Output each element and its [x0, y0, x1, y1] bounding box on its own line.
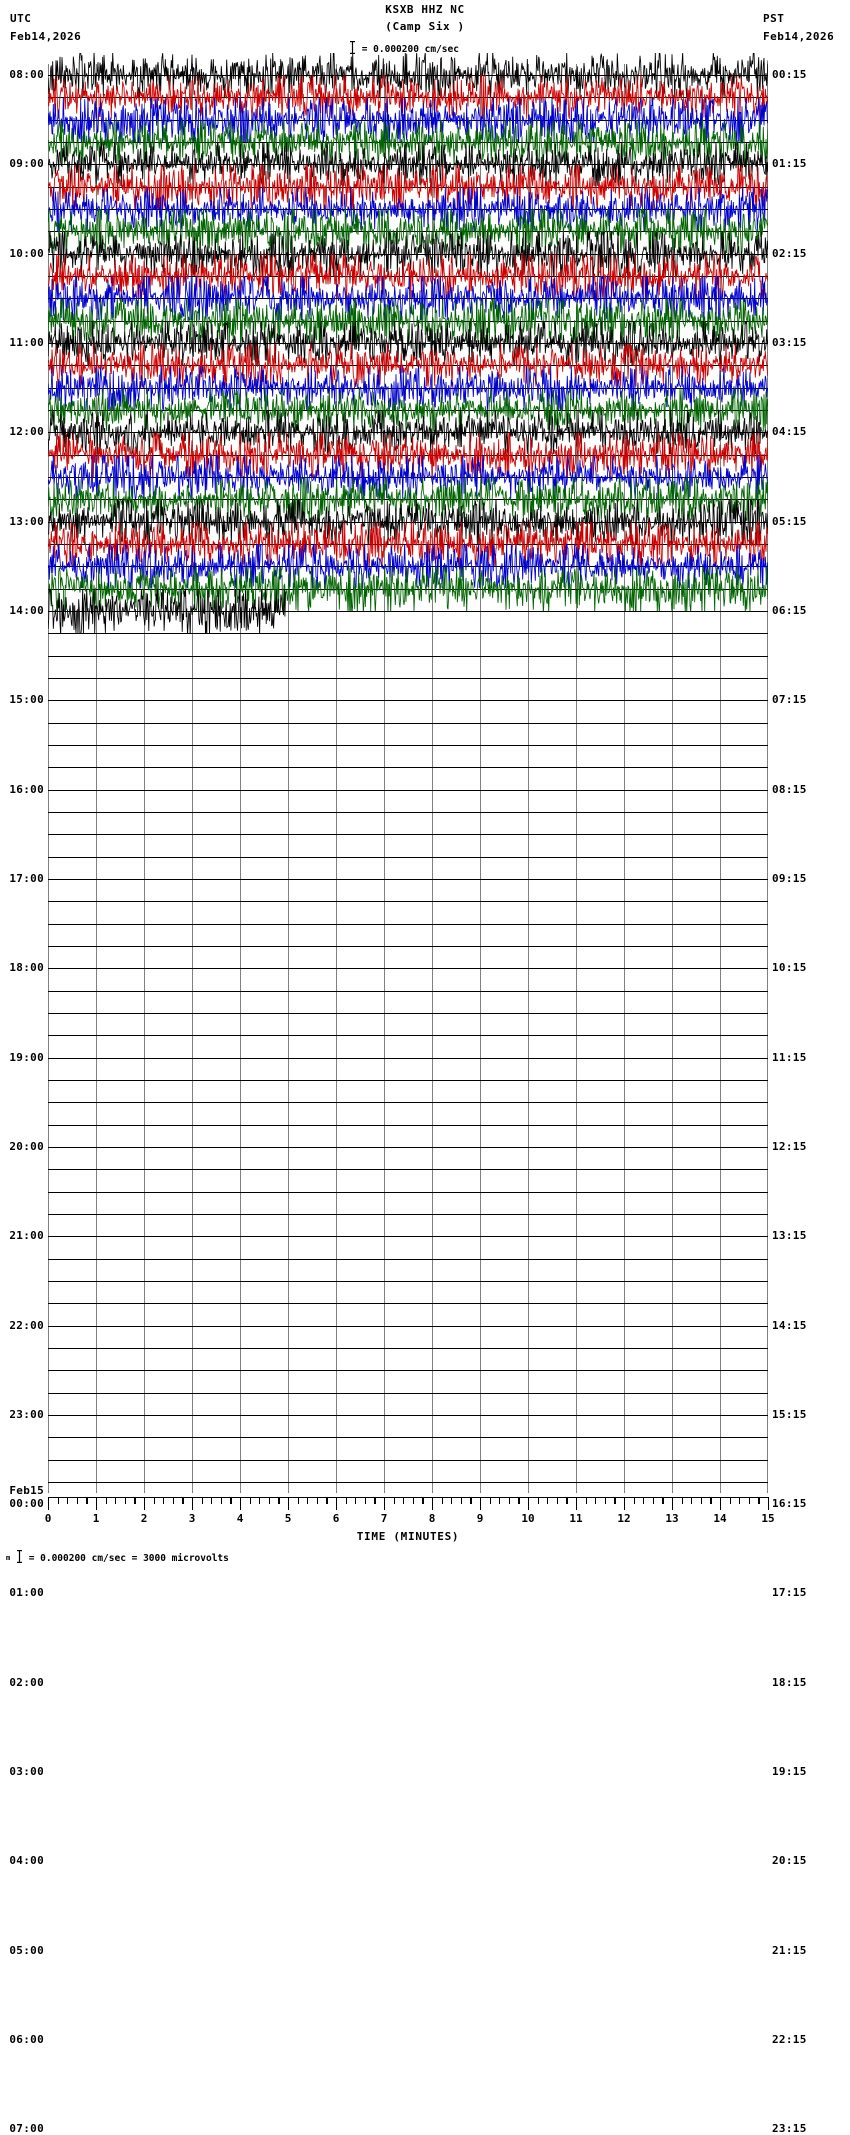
axis-major-tick — [48, 1497, 49, 1510]
right-time-label-1515: 15:15 — [772, 1407, 807, 1421]
left-time-label-1000: 10:00 — [9, 246, 44, 260]
left-time-label-1800: 18:00 — [9, 961, 44, 975]
trace-row — [48, 723, 768, 724]
left-time-label-0700: 07:00 — [9, 2122, 44, 2135]
left-time-label-2000: 20:00 — [9, 1139, 44, 1153]
left-time-label-1900: 19:00 — [9, 1050, 44, 1064]
left-time-label-0500: 05:00 — [9, 1943, 44, 1957]
trace-row — [48, 1482, 768, 1483]
axis-baseline — [48, 1497, 768, 1498]
axis-minor-tick — [77, 1497, 78, 1504]
right-time-label-0515: 05:15 — [772, 514, 807, 528]
right-time-label-0015: 00:15 — [772, 68, 807, 82]
left-time-label-0100: 01:00 — [9, 1586, 44, 1600]
axis-major-tick — [384, 1497, 385, 1510]
axis-minor-tick — [538, 1497, 539, 1504]
left-time-label-2300: 23:00 — [9, 1407, 44, 1421]
left-time-label-1500: 15:00 — [9, 693, 44, 707]
axis-tick-label-11: 11 — [569, 1512, 583, 1525]
axis-major-tick — [336, 1497, 337, 1510]
left-time-label-0000: 00:00 — [9, 1497, 44, 1511]
axis-minor-tick — [326, 1497, 327, 1504]
axis-tick-label-10: 10 — [521, 1512, 535, 1525]
axis-major-tick — [768, 1497, 769, 1510]
footer-prefix: m — [6, 1554, 11, 1562]
footer-scale-legend — [6, 1550, 229, 1564]
axis-minor-tick — [86, 1497, 87, 1504]
utc-date-label: Feb14,2026 — [10, 30, 82, 43]
axis-minor-tick — [182, 1497, 183, 1504]
axis-minor-tick — [134, 1497, 135, 1504]
right-time-label-0415: 04:15 — [772, 425, 807, 439]
axis-minor-tick — [461, 1497, 462, 1504]
axis-minor-tick — [394, 1497, 395, 1504]
trace-row — [48, 1013, 768, 1014]
right-time-label-1415: 14:15 — [772, 1318, 807, 1332]
left-time-label-0300: 03:00 — [9, 1765, 44, 1779]
trace-row — [48, 678, 768, 679]
axis-minor-tick — [173, 1497, 174, 1504]
left-time-label-2100: 21:00 — [9, 1229, 44, 1243]
pst-timezone-label: PST — [763, 12, 785, 25]
trace-row — [48, 946, 768, 947]
left-time-label-0900: 09:00 — [9, 157, 44, 171]
trace-row — [48, 1303, 768, 1304]
right-time-label-2215: 22:15 — [772, 2033, 807, 2047]
axis-minor-tick — [653, 1497, 654, 1504]
site-name: (Camp Six ) — [385, 20, 465, 33]
axis-minor-tick — [365, 1497, 366, 1504]
axis-minor-tick — [691, 1497, 692, 1504]
trace-row — [48, 1415, 768, 1416]
trace-row — [48, 879, 768, 880]
axis-minor-tick — [230, 1497, 231, 1504]
axis-minor-tick — [566, 1497, 567, 1504]
axis-minor-tick — [298, 1497, 299, 1504]
axis-minor-tick — [509, 1497, 510, 1504]
left-time-label-1200: 12:00 — [9, 425, 44, 439]
left-time-label-0200: 02:00 — [9, 1675, 44, 1689]
trace-row — [48, 968, 768, 969]
scale-legend-text: = 0.000200 cm/sec — [361, 44, 459, 55]
trace-row — [48, 1348, 768, 1349]
trace-row — [48, 1125, 768, 1126]
axis-minor-tick — [317, 1497, 318, 1504]
axis-major-tick — [528, 1497, 529, 1510]
left-time-label-1400: 14:00 — [9, 604, 44, 618]
right-time-label-0915: 09:15 — [772, 871, 807, 885]
trace-row — [48, 767, 768, 768]
axis-minor-tick — [547, 1497, 548, 1504]
axis-minor-tick — [307, 1497, 308, 1504]
trace-row — [48, 1169, 768, 1170]
axis-tick-label-14: 14 — [713, 1512, 727, 1525]
left-time-label-0800: 08:00 — [9, 68, 44, 82]
axis-minor-tick — [163, 1497, 164, 1504]
right-time-label-2315: 23:15 — [772, 2122, 807, 2135]
axis-minor-tick — [278, 1497, 279, 1504]
axis-minor-tick — [202, 1497, 203, 1504]
right-time-label-0315: 03:15 — [772, 336, 807, 350]
pst-date-label: Feb14,2026 — [763, 30, 835, 43]
trace-row — [48, 1326, 768, 1327]
axis-tick-label-12: 12 — [617, 1512, 631, 1525]
axis-tick-label-2: 2 — [140, 1512, 148, 1525]
axis-minor-tick — [106, 1497, 107, 1504]
axis-major-tick — [96, 1497, 97, 1510]
trace-row — [48, 1147, 768, 1148]
axis-minor-tick — [422, 1497, 423, 1504]
axis-minor-tick — [355, 1497, 356, 1504]
right-time-label-0715: 07:15 — [772, 693, 807, 707]
axis-minor-tick — [710, 1497, 711, 1504]
axis-minor-tick — [499, 1497, 500, 1504]
axis-major-tick — [432, 1497, 433, 1510]
axis-minor-tick — [634, 1497, 635, 1504]
axis-minor-tick — [250, 1497, 251, 1504]
station-title: KSXB HHZ NC — [385, 3, 465, 16]
trace-row — [48, 1236, 768, 1237]
axis-tick-label-8: 8 — [428, 1512, 436, 1525]
axis-tick-label-13: 13 — [665, 1512, 679, 1525]
right-time-label-0815: 08:15 — [772, 782, 807, 796]
right-time-label-1215: 12:15 — [772, 1139, 807, 1153]
trace-row — [48, 1214, 768, 1215]
axis-minor-tick — [730, 1497, 731, 1504]
i-beam-scale-icon — [16, 1550, 23, 1563]
trace-row — [48, 924, 768, 925]
trace-row — [48, 834, 768, 835]
trace-row — [48, 1393, 768, 1394]
axis-tick-label-6: 6 — [332, 1512, 340, 1525]
utc-timezone-label: UTC — [10, 12, 32, 25]
trace-row — [48, 1370, 768, 1371]
axis-major-tick — [576, 1497, 577, 1510]
axis-minor-tick — [701, 1497, 702, 1504]
axis-minor-tick — [614, 1497, 615, 1504]
time-axis — [48, 1497, 768, 1511]
axis-tick-label-7: 7 — [380, 1512, 388, 1525]
axis-major-tick — [720, 1497, 721, 1510]
axis-minor-tick — [154, 1497, 155, 1504]
day-change-label: Feb15 — [9, 1484, 44, 1498]
axis-major-tick — [144, 1497, 145, 1510]
axis-minor-tick — [470, 1497, 471, 1504]
axis-tick-label-9: 9 — [476, 1512, 484, 1525]
trace-row — [48, 1102, 768, 1103]
right-time-label-0115: 01:15 — [772, 157, 807, 171]
trace-row — [48, 1437, 768, 1438]
trace-row — [48, 1080, 768, 1081]
trace-row — [48, 1460, 768, 1461]
axis-minor-tick — [605, 1497, 606, 1504]
right-time-label-0215: 02:15 — [772, 246, 807, 260]
axis-minor-tick — [374, 1497, 375, 1504]
axis-minor-tick — [490, 1497, 491, 1504]
axis-tick-label-0: 0 — [44, 1512, 52, 1525]
axis-minor-tick — [211, 1497, 212, 1504]
axis-minor-tick — [662, 1497, 663, 1504]
axis-minor-tick — [403, 1497, 404, 1504]
axis-minor-tick — [269, 1497, 270, 1504]
trace-row — [48, 1259, 768, 1260]
trace-row — [48, 1035, 768, 1036]
trace-row — [48, 857, 768, 858]
axis-tick-label-5: 5 — [284, 1512, 292, 1525]
left-time-label-1100: 11:00 — [9, 336, 44, 350]
left-time-label-1700: 17:00 — [9, 871, 44, 885]
axis-minor-tick — [643, 1497, 644, 1504]
axis-major-tick — [672, 1497, 673, 1510]
axis-major-tick — [480, 1497, 481, 1510]
i-beam-scale-icon — [349, 41, 356, 54]
footer-scale-text: = 0.000200 cm/sec = 3000 microvolts — [28, 1553, 229, 1564]
axis-minor-tick — [518, 1497, 519, 1504]
right-time-label-1815: 18:15 — [772, 1675, 807, 1689]
right-time-label-1615: 16:15 — [772, 1497, 807, 1511]
axis-minor-tick — [739, 1497, 740, 1504]
trace-row — [48, 1192, 768, 1193]
axis-minor-tick — [346, 1497, 347, 1504]
right-time-label-1915: 19:15 — [772, 1765, 807, 1779]
trace-row — [48, 745, 768, 746]
axis-minor-tick — [413, 1497, 414, 1504]
axis-tick-label-4: 4 — [236, 1512, 244, 1525]
trace-row — [48, 812, 768, 813]
axis-minor-tick — [586, 1497, 587, 1504]
axis-minor-tick — [451, 1497, 452, 1504]
axis-minor-tick — [67, 1497, 68, 1504]
right-time-label-0615: 06:15 — [772, 604, 807, 618]
axis-tick-label-15: 15 — [761, 1512, 775, 1525]
trace-row — [48, 1281, 768, 1282]
trace-row — [48, 790, 768, 791]
left-time-label-2200: 22:00 — [9, 1318, 44, 1332]
axis-tick-label-3: 3 — [188, 1512, 196, 1525]
left-time-label-0400: 04:00 — [9, 1854, 44, 1868]
right-time-label-1315: 13:15 — [772, 1229, 807, 1243]
axis-minor-tick — [125, 1497, 126, 1504]
trace-row — [48, 700, 768, 701]
axis-minor-tick — [115, 1497, 116, 1504]
axis-minor-tick — [259, 1497, 260, 1504]
axis-minor-tick — [442, 1497, 443, 1504]
trace-row — [48, 1058, 768, 1059]
axis-title: TIME (MINUTES) — [356, 1530, 460, 1543]
axis-major-tick — [288, 1497, 289, 1510]
seismogram-plot[interactable] — [48, 64, 768, 1493]
left-time-label-0600: 06:00 — [9, 2033, 44, 2047]
right-time-label-2015: 20:15 — [772, 1854, 807, 1868]
axis-minor-tick — [557, 1497, 558, 1504]
axis-minor-tick — [758, 1497, 759, 1504]
axis-minor-tick — [682, 1497, 683, 1504]
axis-major-tick — [192, 1497, 193, 1510]
right-time-label-2115: 21:15 — [772, 1943, 807, 1957]
left-time-label-1300: 13:00 — [9, 514, 44, 528]
trace-row — [48, 901, 768, 902]
axis-major-tick — [624, 1497, 625, 1510]
trace-row — [48, 991, 768, 992]
axis-minor-tick — [595, 1497, 596, 1504]
axis-minor-tick — [221, 1497, 222, 1504]
right-time-label-1115: 11:15 — [772, 1050, 807, 1064]
trace-row — [48, 633, 768, 634]
axis-minor-tick — [749, 1497, 750, 1504]
axis-major-tick — [240, 1497, 241, 1510]
left-time-label-1600: 16:00 — [9, 782, 44, 796]
trace-row — [48, 589, 768, 633]
axis-tick-label-1: 1 — [92, 1512, 100, 1525]
trace-row — [48, 656, 768, 657]
right-time-label-1715: 17:15 — [772, 1586, 807, 1600]
axis-minor-tick — [58, 1497, 59, 1504]
right-time-label-1015: 10:15 — [772, 961, 807, 975]
